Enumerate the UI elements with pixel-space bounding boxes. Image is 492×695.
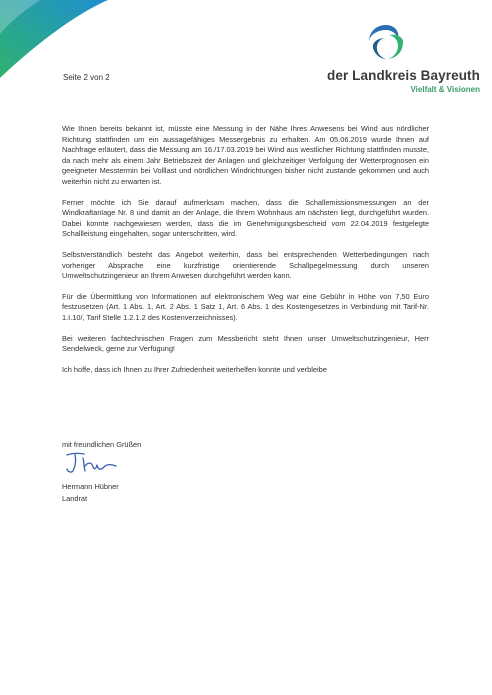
organization-name: der Landkreis Bayreuth (326, 68, 480, 83)
paragraph-measurement-offer: Selbstverständlich besteht das Angebot weiterhin, dass bei entsprechenden Wetterbedingungen nach vorheriger Absprache eine kurzfristige orientierende Schallpegelmessung durch unseren Umweltschutzingenieur an Ihrem Anwesen durchgeführt werden kann. (62, 249, 429, 281)
corner-swoosh-graphic (0, 0, 120, 80)
letter-body (62, 124, 429, 385)
handwritten-signature (64, 449, 124, 475)
signer-title: Landrat (62, 494, 88, 503)
paragraph-fee-notice: Für die Übermittlung von Informationen auf elektronischem Weg war eine Gebühr in Höhe von 7,50 Euro festzusetzen (Art. 1 Abs. 1, Art. 2 Abs. 1 Satz 1, Art. 6 Abs. 1 des Kostengesetzes in Verbindung mit Tarif-Nr. 1.I.10/, Tarif Stelle 1.2.1.2 des Kostenverzeichnisses). (62, 291, 429, 322)
paragraph-contact-info: Bei weiteren fachtechnischen Fragen zum Messbericht steht Ihnen unser Umweltschutzingenieur, Herr Sendelweck, gerne zur Verfügung! (62, 333, 429, 354)
signer-name: Hermann Hübner (62, 482, 119, 491)
paragraph-emission-results: Ferner möchte ich Sie darauf aufmerksam machen, dass die Schallemissionsmessungen an der Windkraftanlage Nr. 8 und damit an der Anlage, die Ihrem Wohnhaus am nächsten liegt, durchgeführt wurden. Dabei konnte nachgewiesen werden, dass die im Genehmigungsbescheid vom 22.04.2019 festgelegte Schallleistung eingehalten, sogar unterschritten, wird. (62, 197, 429, 239)
paragraph-measurement-info: Wie Ihnen bereits bekannt ist, müsste eine Messung in der Nähe Ihres Anwesens bei Wind aus nördlicher Richtung stattfinden um ein aussagefähiges Messergebnis zu erhalten. Am 05.06.2019 wurde Ihnen auf Nachfrage erläutert, dass die Messung am 16./17.03.2019 bei Wind aus westlicher Richtung stattfinden musste, da nach mehr als einem Jahr Betriebszeit der Anlagen und gleichzeitiger Verfolgung der Wetterprognosen ein geeigneter Messtermin bei Volllast und nördlichen Windrichtungen bisher nicht zustande gekommen und auch weiterhin nicht zu erwarten ist. (62, 124, 429, 186)
paragraph-closing-hope: Ich hoffe, dass ich Ihnen zu Ihrer Zufriedenheit weiterhelfen konnte und verbleibe (62, 364, 327, 374)
closing-salutation: mit freundlichen Grüßen (62, 440, 142, 449)
district-logo-icon (366, 22, 406, 62)
organization-slogan: Vielfalt & Visionen (410, 85, 480, 94)
page-number: Seite 2 von 2 (63, 73, 110, 82)
